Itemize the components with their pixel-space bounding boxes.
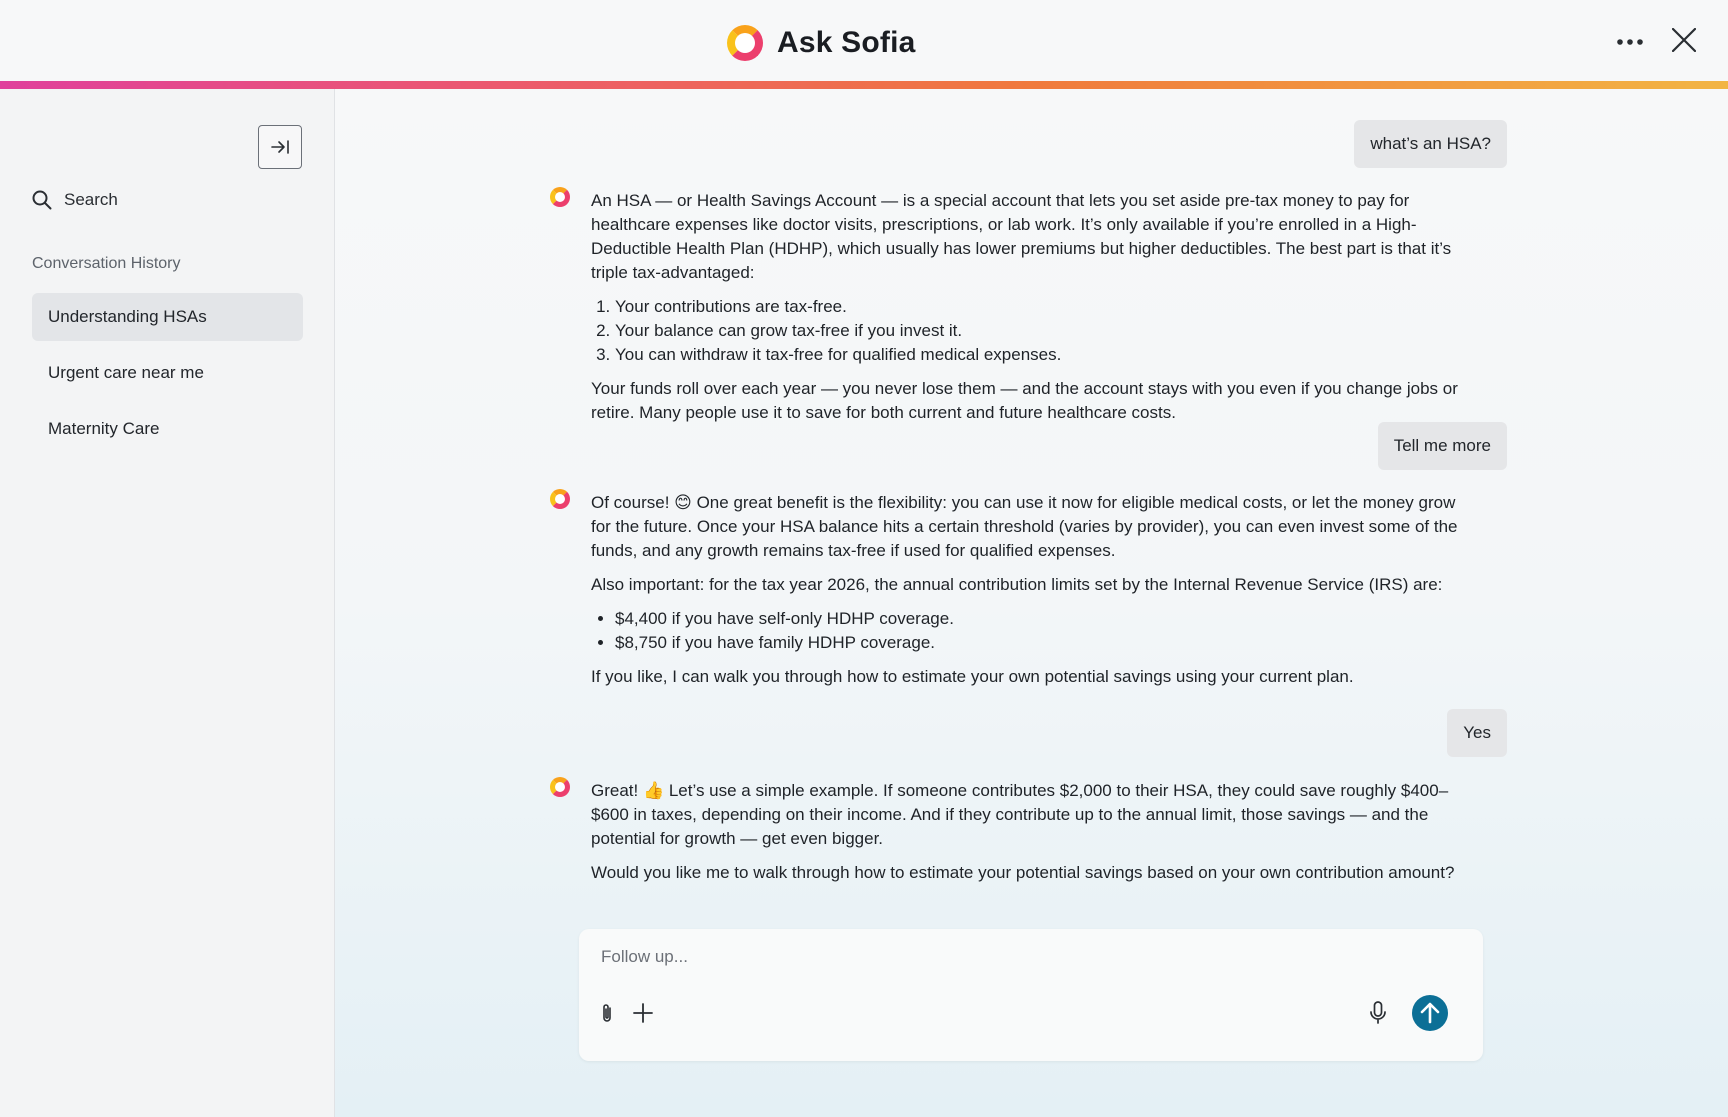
- microphone-icon: [1369, 1001, 1387, 1025]
- sofia-avatar-icon: [550, 489, 570, 509]
- sidebar-item-urgent-care[interactable]: [32, 349, 303, 397]
- more-options-button[interactable]: [1614, 28, 1646, 56]
- message-paragraph: If you like, I can walk you through how to estimate your own potential savings using your current plan.: [591, 667, 1354, 686]
- sidebar-item-maternity-care[interactable]: [32, 405, 303, 453]
- close-icon: [1672, 28, 1696, 52]
- send-button[interactable]: [1412, 995, 1448, 1031]
- header-accent-bar: [0, 81, 1728, 89]
- voice-input-button[interactable]: [1364, 999, 1392, 1027]
- assistant-message: [553, 491, 1473, 699]
- send-arrow-icon: [1420, 1002, 1440, 1024]
- message-list: [591, 295, 1473, 367]
- follow-up-input[interactable]: [599, 943, 1463, 971]
- conversation-history-title: Conversation History: [32, 255, 181, 272]
- user-message: Yes: [1447, 709, 1507, 757]
- close-button[interactable]: [1668, 24, 1700, 56]
- add-button[interactable]: [629, 999, 657, 1027]
- message-list: [591, 607, 1473, 655]
- collapse-sidebar-button[interactable]: [258, 125, 302, 169]
- assistant-message: [553, 189, 1473, 435]
- app-title: Ask Sofia: [777, 26, 916, 59]
- app-header: [0, 0, 1728, 82]
- search-label: Search: [64, 190, 118, 209]
- message-paragraph: Great! 👍 Let’s use a simple example. If someone contributes $2,000 to their HSA, they could save roughly $400–$600 in taxes, depending on their income. And if they contribute up to the annual limit, those savings — and the potential for growth — get even bigger.: [591, 781, 1449, 848]
- sidebar-item-understanding-hsas[interactable]: [32, 293, 303, 341]
- list-item: 1. Your contributions are tax-free.: [615, 295, 1473, 319]
- sidebar-item-label: Maternity Care: [48, 419, 160, 438]
- list-item: • $8,750 if you have family HDHP coverage.: [615, 631, 1473, 655]
- sidebar-item-label: Urgent care near me: [48, 363, 204, 382]
- sofia-avatar-icon: [550, 187, 570, 207]
- assistant-message: [553, 779, 1473, 895]
- sidebar-item-label: Understanding HSAs: [48, 307, 207, 326]
- user-message: Tell me more: [1378, 422, 1507, 470]
- paperclip-icon: [600, 1002, 614, 1024]
- more-horizontal-icon: [1617, 39, 1643, 45]
- message-paragraph: Of course! 😊 One great benefit is the flexibility: you can use it now for eligible medical costs, or let the money grow for the future. Once your HSA balance hits a certain threshold (varies by provider), you can even invest some of the funds, and any growth remains tax-free if used for qualified expenses.: [591, 493, 1458, 560]
- user-message: what’s an HSA?: [1354, 120, 1507, 168]
- sidebar-search[interactable]: [32, 189, 118, 211]
- sofia-avatar-icon: [550, 777, 570, 797]
- list-item: • $4,400 if you have self-only HDHP coverage.: [615, 607, 1473, 631]
- message-paragraph: Your funds roll over each year — you never lose them — and the account stays with you even if you change jobs or retire. Many people use it to save for both current and future healthcare costs.: [591, 379, 1458, 422]
- sidebar: [0, 89, 335, 1117]
- brand: [727, 23, 916, 63]
- message-paragraph: Also important: for the tax year 2026, the annual contribution limits set by the Internal Revenue Service (IRS) are:: [591, 575, 1443, 594]
- search-icon: [32, 190, 52, 210]
- plus-icon: [633, 1003, 653, 1023]
- attach-file-button[interactable]: [593, 999, 621, 1027]
- list-item: 2. Your balance can grow tax-free if you invest it.: [615, 319, 1473, 343]
- message-composer: [579, 929, 1483, 1061]
- chat-area: [335, 89, 1728, 1117]
- list-item: 3. You can withdraw it tax-free for qualified medical expenses.: [615, 343, 1473, 367]
- collapse-sidebar-icon: [270, 139, 290, 155]
- message-paragraph: Would you like me to walk through how to estimate your potential savings based on your own contribution amount?: [591, 863, 1455, 882]
- message-paragraph: An HSA — or Health Savings Account — is a special account that lets you set aside pre-tax money to pay for healthcare expenses like doctor visits, prescriptions, or lab work. It’s only available if you’re enrolled in a High-Deductible Health Plan (HDHP), which usually has lower premiums but higher deductibles. The best part is that it’s triple tax-advantaged:: [591, 191, 1452, 282]
- sofia-logo-icon: [727, 25, 763, 61]
